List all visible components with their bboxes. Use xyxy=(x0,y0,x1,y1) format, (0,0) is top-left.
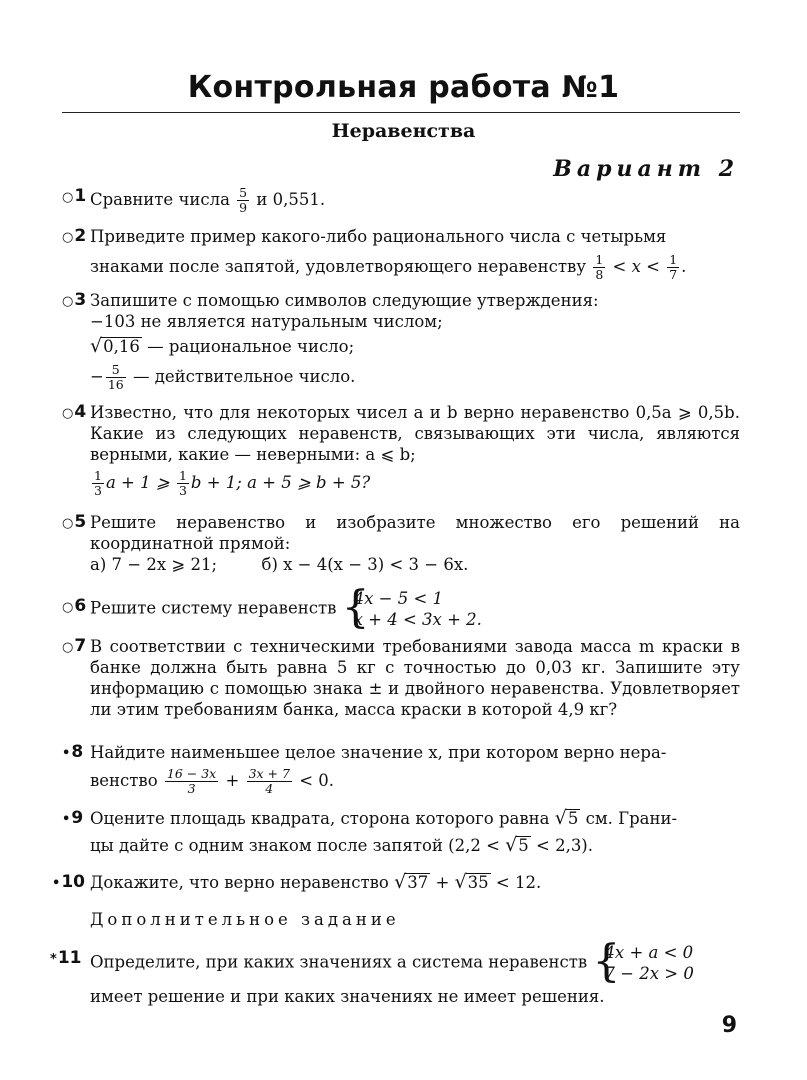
fraction: $\frac{5}{16}$ xyxy=(107,362,124,392)
problem-2: ○2 Приведите пример какого-либо рационального числа с четырьмя знаками после запятой, удовлетворяющего неравенству $\frac{1}{8}$ < x < $\frac{1}{7}$ . xyxy=(62,226,740,282)
sqrt-symbol: √ xyxy=(394,871,407,893)
sqrt-symbol: √ xyxy=(554,807,567,829)
sqrt-arg: 5 xyxy=(567,809,579,828)
inequality: < x < xyxy=(612,257,660,276)
sqrt-symbol: √ xyxy=(454,871,467,893)
problem-11 xyxy=(50,936,740,1007)
fraction: $\frac{16 - 3x}{3}$ xyxy=(166,766,217,796)
sqrt-arg: 0,16 xyxy=(103,337,140,356)
problem-text: Найдите наименьшее целое значение x, при котором верно нера- xyxy=(90,743,667,762)
inequality-system: { 4x − 5 < 1 x + 4 < 3x + 2. xyxy=(341,582,482,633)
problem-text: Решите неравенство и изобразите множество его решений на координатной прямой: xyxy=(90,513,740,553)
problem-text: Приведите пример какого-либо рационального числа с четырьмя xyxy=(90,227,667,246)
problem-text: см. Грани- xyxy=(585,809,678,828)
part-a: а) 7 − 2x ⩾ 21; xyxy=(90,555,218,574)
problem-number: ○6 xyxy=(62,596,87,616)
part-b: б) x − 4(x − 3) < 3 − 6x. xyxy=(261,555,469,574)
fraction: $\frac{3x + 7}{4}$ xyxy=(248,766,290,796)
fraction: $\frac{1}{8}$ xyxy=(595,252,604,282)
problem-text: Запишите с помощью символов следующие утверждения: xyxy=(90,291,599,310)
problem-number: ○3 xyxy=(62,290,87,310)
problem-number: •10 xyxy=(52,872,85,892)
variant-label: Вариант 2 xyxy=(553,156,739,182)
problem-3 xyxy=(62,290,740,392)
problem-text: имеет решение и при каких значениях не имеет решения. xyxy=(90,987,605,1006)
problem-text: Докажите, что верно неравенство xyxy=(90,873,389,892)
problem-text: < 2,3). xyxy=(536,836,593,855)
inequality: a + 1 ⩾ xyxy=(105,473,170,492)
problem-text: Оцените площадь квадрата, сторона которого равна xyxy=(90,809,550,828)
fraction: $\frac{1}{3}$ xyxy=(94,468,102,498)
problem-number: ○7 xyxy=(62,636,87,656)
problem-9 xyxy=(62,808,740,856)
problem-5 xyxy=(62,512,740,575)
problem-text: — действительное число. xyxy=(132,367,356,386)
problem-text: венство xyxy=(90,771,158,790)
problem-number: ○4 xyxy=(62,402,87,422)
problem-text: Сравните числа xyxy=(90,190,230,209)
problem-number: ○5 xyxy=(62,512,87,532)
problem-6 xyxy=(62,582,740,633)
additional-task-heading: Дополнительное задание xyxy=(90,910,400,929)
problem-text: — рациональное число; xyxy=(147,337,355,356)
problem-number: *11 xyxy=(50,948,82,968)
page-title: Контрольная работа №1 xyxy=(187,70,620,105)
problem-text: знаками после запятой, удовлетворяющего неравенству xyxy=(90,257,587,276)
problem-10: •10 Докажите, что верно неравенство √37 + √35 < 12. xyxy=(52,871,542,893)
problem-text: Известно, что для некоторых чисел a и b верно неравенство 0,5a ⩾ 0,5b. Какие из следующих неравенств, связывающих эти числа, являются верными, какие — неверными: a ⩽ b; xyxy=(90,403,740,464)
page-number: 9 xyxy=(721,1013,737,1038)
problem-text: −103 не является натуральным числом; xyxy=(90,312,443,331)
section-subtitle: Неравенства xyxy=(331,120,476,142)
problem-number: ○2 xyxy=(62,226,87,246)
minus-sign: − xyxy=(90,367,104,386)
fraction: $\frac{1}{3}$ xyxy=(178,468,187,498)
sqrt-arg: 37 xyxy=(407,873,429,892)
problem-text: Решите систему неравенств xyxy=(90,598,337,618)
problem-1 xyxy=(62,186,740,215)
title-rule xyxy=(62,112,740,113)
inequality-system: { 4x + a < 0 7 − 2x > 0 xyxy=(592,936,694,987)
problem-text: В соответствии с техническими требованиями завода масса m краски в банке должна быть равна 5 кг с точностью до 0,03 кг. Запишите эту информацию с помощью знака ± и двойного неравенства. Удовлетворяет ли этим требованиям банка, масса краски в которой 4,9 кг? xyxy=(90,637,740,719)
sqrt-symbol: √ xyxy=(505,834,518,856)
sqrt-symbol: √ xyxy=(90,335,103,357)
problem-4 xyxy=(62,402,740,498)
problem-number: ○1 xyxy=(62,186,87,206)
fraction: $\frac{5}{9}$ xyxy=(239,185,248,215)
problem-number: •9 xyxy=(62,808,84,828)
problem-text: Определите, при каких значениях a система неравенств xyxy=(90,952,588,972)
problem-8: •8 Найдите наименьшее целое значение x, при котором верно нера- венство $\frac{16 - 3x}{3}$ + $\frac{3x + 7}{4}$ < 0. xyxy=(62,742,740,796)
problem-text: и 0,551. xyxy=(256,190,326,209)
problem-7 xyxy=(62,636,740,720)
inequality: b + 1; a + 5 ⩾ b + 5? xyxy=(190,473,371,492)
fraction: $\frac{1}{7}$ xyxy=(669,252,678,282)
problem-number: •8 xyxy=(62,742,84,762)
sqrt-arg: 5 xyxy=(518,836,529,855)
problem-text: цы дайте с одним знаком после запятой (2,2 < xyxy=(90,836,500,855)
sqrt-arg: 35 xyxy=(467,873,489,892)
